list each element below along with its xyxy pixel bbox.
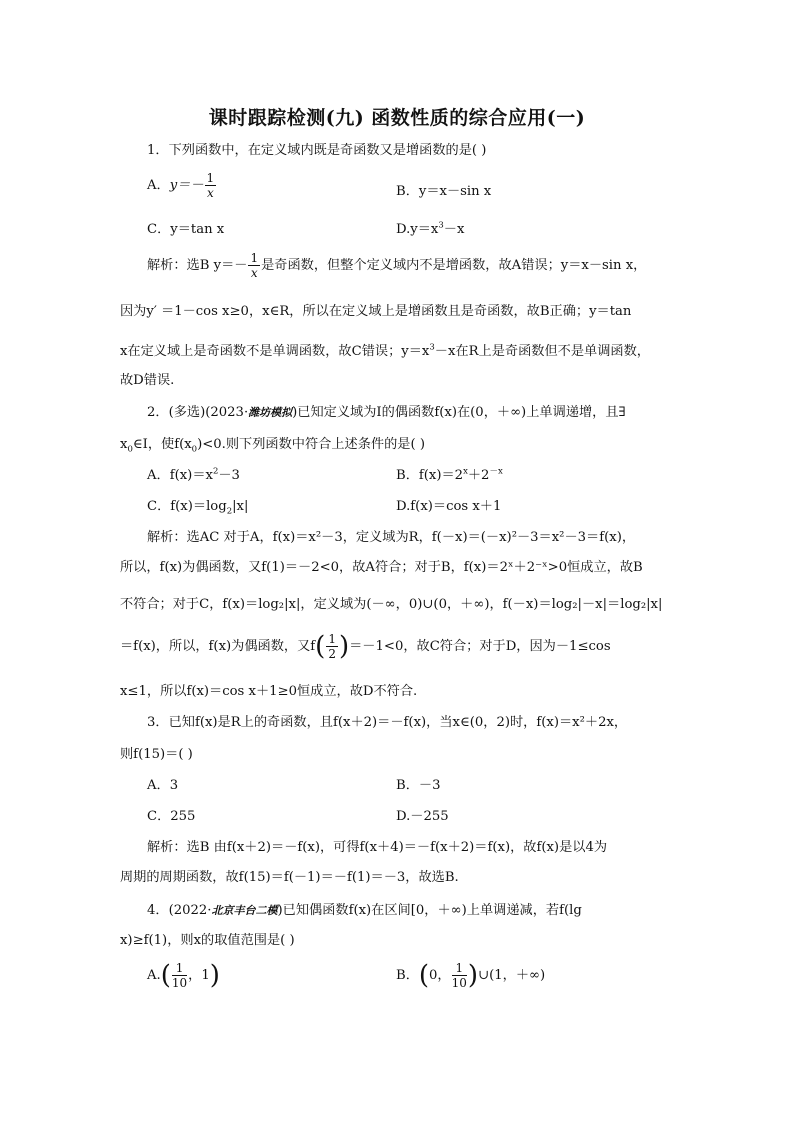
- q2-analysis-line-5: x≤1，所以f(x)＝cos x＋1≥0恒成立，故D不符合.: [120, 684, 418, 699]
- fraction: $\frac{1}{10}$: [451, 961, 467, 990]
- question-4-stem-line-2: x)≥f(1)，则x的取值范围是( ): [120, 933, 295, 948]
- q2-option-a: A．$f(x)=x^2-3$: [147, 466, 240, 483]
- question-2-stem-line-1: 2．(多选)(2023·潍坊模拟)已知定义域为I的偶函数f(x)在(0，＋∞)上单调递增，且∃: [147, 405, 626, 420]
- question-1-stem: 1．下列函数中，在定义域内既是奇函数又是增函数的是( ): [147, 143, 487, 158]
- fraction: $\frac{1}{x}$: [250, 251, 259, 280]
- q2-option-c: C．$f(x)=\log_2|x|$: [147, 499, 249, 517]
- q3-option-d: D.－255: [396, 809, 449, 824]
- question-2-stem-line-2: $x_0\in I$，使$f(x_0)<0$.则下列函数中符合上述条件的是( ): [120, 437, 425, 455]
- q1-option-d: $D.y=x^3-x$: [396, 220, 465, 237]
- q3-option-a: A．3: [147, 778, 179, 793]
- q2-analysis-line-4: ＝f(x)，所以，f(x)为偶函数，又f( $\frac{1}{2}$ )＝－1<0，故C符合；对于D，因为－1≤cos: [120, 631, 611, 662]
- fraction: $\frac{1}{x}$: [206, 171, 215, 200]
- q3-analysis-line-1: 解析：选B 由f(x＋2)＝－f(x)，可得f(x＋4)＝－f(x＋2)＝f(x)，故f(x)是以4为: [147, 840, 608, 855]
- q2-option-d: D.f(x)＝cos x＋1: [396, 499, 502, 514]
- q4-option-b: B．(0， $\frac{1}{10}$ )∪(1，＋∞): [396, 960, 546, 991]
- q1-analysis-line-2: 因为y′ ＝1－cos x≥0，x∈R，所以在定义域上是增函数且是奇函数，故B正确；y＝tan: [120, 304, 632, 319]
- q2-option-b: B．$f(x)=2^x+2^{-x}$: [396, 466, 503, 483]
- q2-analysis-line-3: 不符合；对于C，f(x)＝log₂|x|，定义域为(－∞，0)∪(0，＋∞)，f(－x)＝log₂|－x|＝log₂|x|: [120, 597, 663, 612]
- question-4-stem-line-1: 4．(2022·北京丰台二模)已知偶函数f(x)在区间[0，＋∞)上单调递减，若f(lg: [147, 903, 582, 918]
- q1-option-c: C．y＝tan x: [147, 222, 225, 237]
- q1-analysis-line-1: 解析：选B y＝－ $\frac{1}{x}$ 是奇函数，但整个定义域内不是增函数，故A错误；y＝x－sin x，: [147, 251, 647, 280]
- fraction: $\frac{1}{10}$: [171, 961, 188, 990]
- question-3-stem-line-1: 3．已知f(x)是R上的奇函数，且f(x＋2)＝－f(x)，当x∈(0，2)时，f(x)＝x²＋2x，: [147, 715, 628, 730]
- q1-option-b: B．y＝x－sin x: [396, 184, 492, 199]
- q1-analysis-line-4: 故D错误.: [120, 373, 175, 388]
- q3-option-c: C．255: [147, 809, 196, 824]
- q3-analysis-line-2: 周期的周期函数，故f(15)＝f(－1)＝－f(1)＝－3，故选B.: [120, 870, 459, 885]
- q3-option-b: B．－3: [396, 778, 441, 793]
- q2-analysis-line-2: 所以，f(x)为偶函数，又f(1)＝－2<0，故A符合；对于B，f(x)＝2ˣ＋2⁻ˣ>0恒成立，故B: [120, 560, 643, 575]
- q2-analysis-line-1: 解析：选AC 对于A，f(x)＝x²－3，定义域为R，f(－x)＝(－x)²－3＝x²－3＝f(x)，: [147, 530, 636, 545]
- question-3-stem-line-2: 则f(15)＝( ): [120, 747, 193, 762]
- fraction: $\frac{1}{2}$: [328, 632, 336, 661]
- q4-option-a: A.( $\frac{1}{10}$ ，1): [147, 960, 220, 991]
- q1-analysis-line-3: x在定义域上是奇函数不是单调函数，故C错误；$y=x^3-x$在R上是奇函数但不是单调函数，: [120, 342, 650, 359]
- q1-option-a: A．y＝－ $\frac{1}{x}$: [147, 171, 215, 200]
- page-title: 课时跟踪检测(九) 函数性质的综合应用(一): [208, 107, 586, 129]
